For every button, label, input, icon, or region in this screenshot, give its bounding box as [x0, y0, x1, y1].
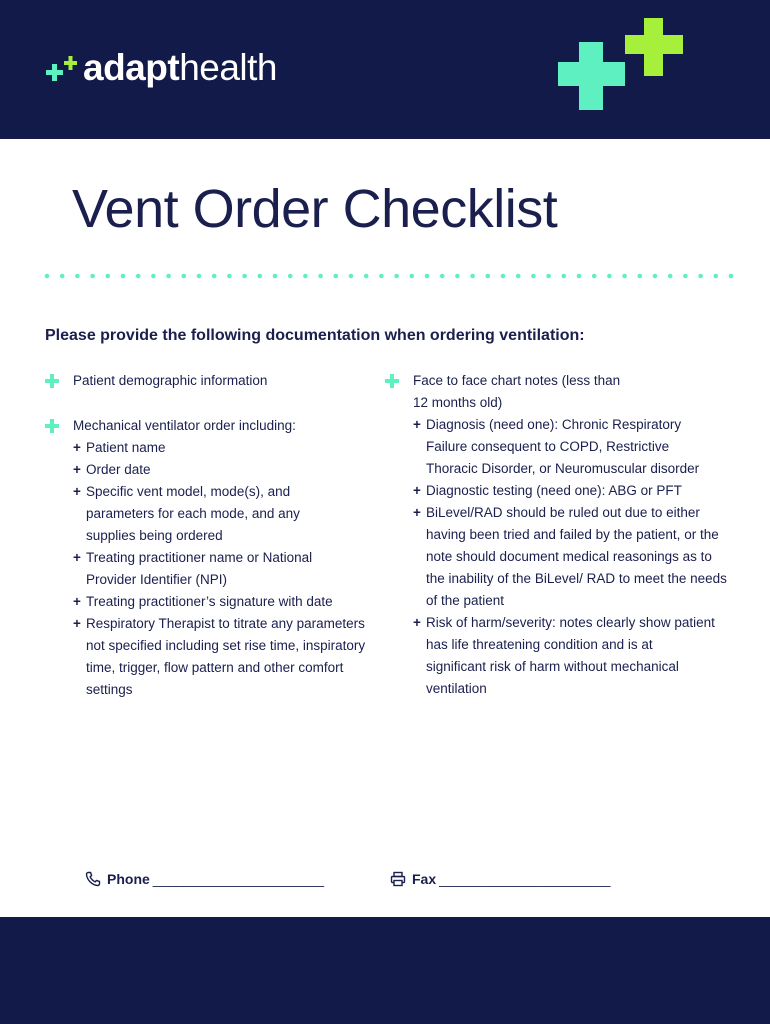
page-title: Vent Order Checklist	[72, 179, 558, 239]
phone-line: ______________________	[152, 871, 325, 887]
divider-dot	[729, 274, 734, 279]
logo-plus-icon	[45, 51, 83, 85]
divider-dot	[45, 274, 50, 279]
divider-dot	[607, 274, 612, 279]
fax-line: ______________________	[439, 871, 611, 887]
checklist-item-text: Mechanical ventilator order including:	[73, 418, 296, 433]
checklist-item	[45, 370, 375, 392]
divider-dot	[197, 274, 202, 279]
fax-label: Fax	[412, 871, 437, 887]
checklist-subitem: + Treating practitioner name or National Provider Identifier (NPI)	[73, 550, 313, 587]
divider-dot	[683, 274, 688, 279]
fax-field	[390, 869, 610, 889]
intro-heading: Please provide the following documentation when ordering ventilation:	[45, 327, 585, 344]
divider-dot	[227, 274, 232, 279]
divider-dot	[698, 274, 703, 279]
divider-dot	[288, 274, 293, 279]
left-checklist	[45, 370, 375, 701]
checklist-subitem: + Risk of harm/severity: notes clearly show patient has life threatening condition and is at significant risk of harm without mechanical ventilation	[413, 615, 715, 696]
divider-dot	[410, 274, 415, 279]
divider-dot	[668, 274, 673, 279]
plus-icon	[45, 374, 59, 388]
divider-dot	[546, 274, 551, 279]
divider-dot	[166, 274, 171, 279]
header-banner	[0, 0, 770, 139]
divider-dot	[501, 274, 506, 279]
right-checklist	[385, 370, 745, 700]
dotted-divider	[44, 272, 734, 280]
printer-icon	[390, 871, 406, 887]
checklist-subitem: + Patient name	[73, 440, 166, 455]
divider-dot	[349, 274, 354, 279]
divider-dot	[440, 274, 445, 279]
checklist-subitem: + Diagnosis (need one): Chronic Respiratory Failure consequent to COPD, Restrictive Thoracic Disorder, or Neuromuscular disorder	[413, 417, 700, 476]
divider-dot	[562, 274, 567, 279]
divider-dot	[653, 274, 658, 279]
divider-dot	[622, 274, 627, 279]
footer-banner	[0, 917, 770, 1024]
divider-dot	[455, 274, 460, 279]
divider-dot	[303, 274, 308, 279]
divider-dot	[182, 274, 187, 279]
divider-dot	[364, 274, 369, 279]
checklist-subitem: + Specific vent model, mode(s), and parameters for each mode, and any supplies being ordered	[73, 484, 300, 543]
plus-icon	[45, 419, 59, 433]
divider-dot	[90, 274, 95, 279]
checklist-item	[45, 415, 375, 701]
divider-dot	[486, 274, 491, 279]
divider-dot	[531, 274, 536, 279]
phone-icon	[85, 871, 101, 887]
divider-dot	[516, 274, 521, 279]
checklist-subitem: + Respiratory Therapist to titrate any parameters not specified including set rise time, inspiratory time, trigger, flow pattern and other comfort settings	[73, 616, 366, 697]
plus-icon	[385, 374, 399, 388]
divider-dot	[714, 274, 719, 279]
divider-dot	[60, 274, 65, 279]
divider-dot	[425, 274, 430, 279]
divider-dot	[136, 274, 141, 279]
divider-dot	[75, 274, 80, 279]
checklist-subitem: + Order date	[73, 462, 151, 477]
phone-label: Phone	[107, 871, 150, 887]
brand-wordmark: adapthealth	[83, 47, 277, 88]
checklist-subitem: + Treating practitioner’s signature with date	[73, 594, 333, 609]
brand-logo	[45, 48, 277, 88]
divider-dot	[592, 274, 597, 279]
divider-dot	[577, 274, 582, 279]
divider-dot	[258, 274, 263, 279]
phone-field	[85, 869, 324, 889]
checklist-subitem: + Diagnostic testing (need one): ABG or PFT	[413, 483, 682, 498]
decorative-crosses-icon	[558, 18, 684, 112]
checklist-item-text: Face to face chart notes (less than 12 months old)	[413, 373, 621, 410]
checklist-item	[385, 370, 745, 700]
divider-dot	[242, 274, 247, 279]
divider-dot	[106, 274, 111, 279]
divider-dot	[638, 274, 643, 279]
divider-dot	[379, 274, 384, 279]
divider-dot	[151, 274, 156, 279]
checklist-subitem: + BiLevel/RAD should be ruled out due to either having been tried and failed by the patient, or the note should document medical reasonings as to the inability of the BiLevel/ RAD to meet the needs of the patient	[413, 505, 727, 608]
checklist-item-text: Patient demographic information	[73, 373, 268, 388]
divider-dot	[212, 274, 217, 279]
divider-dot	[394, 274, 399, 279]
divider-dot	[318, 274, 323, 279]
divider-dot	[121, 274, 126, 279]
divider-dot	[470, 274, 475, 279]
divider-dot	[273, 274, 278, 279]
divider-dot	[334, 274, 339, 279]
